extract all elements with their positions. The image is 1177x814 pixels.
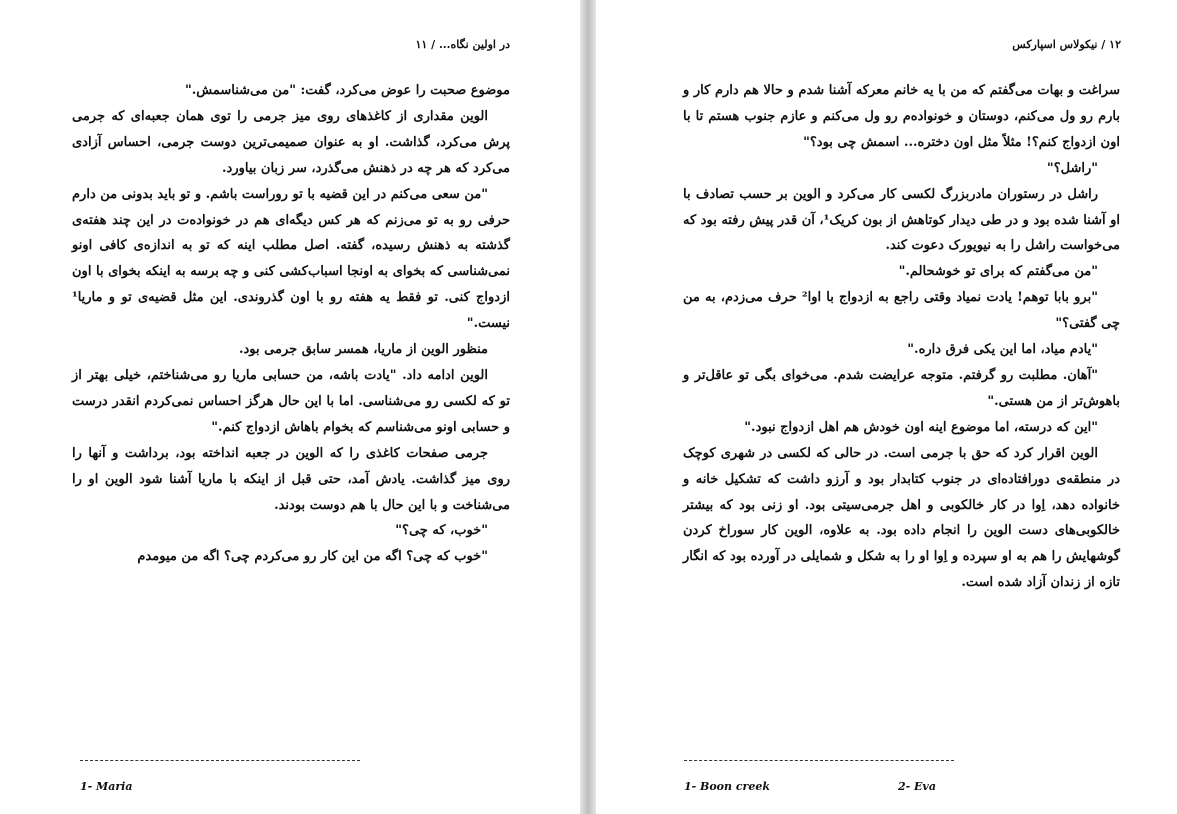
paragraph: سراغت و بهات می‌گفتم که من با یه خانم معرکه آشنا شدم و حالا هم دارم کار و بارم رو ول می‌کنم، دوستان و خونواده‌م رو ول می‌کنم و عازم جنوب هستم تا با اون ازدواج کنم؟! مثلاً مثل اون دختره... اسمش چی بود؟" xyxy=(683,83,1120,150)
paragraph: "این که درسته، اما موضوع اینه اون خودش هم اهل ازدواج نبود." xyxy=(744,419,1098,435)
footnote-separator xyxy=(684,760,954,761)
paragraph: "یادم میاد، اما این یکی فرق داره." xyxy=(907,342,1098,358)
paragraph: "برو بابا توهم! یادت نمیاد وقتی راجع به ازدواج با اوا² حرف می‌زدم، به من چی گفتی؟" xyxy=(683,290,1120,332)
footnote: 1- Boon creek xyxy=(684,780,770,793)
paragraph: "خوب که چی؟ اگه من این کار رو می‌کردم چی؟ اگه من میومدم xyxy=(137,549,488,565)
paragraph: "من می‌گفتم که برای تو خوشحالم." xyxy=(898,264,1098,280)
left-page xyxy=(0,0,580,814)
page-body-text xyxy=(683,78,1120,596)
running-header: در اولین نگاه... / ۱۱ xyxy=(415,38,510,51)
paragraph: "راشل؟" xyxy=(1046,160,1098,176)
footnote: 1- Maria xyxy=(80,780,133,793)
book-gutter xyxy=(580,0,596,814)
paragraph: منظور الوین از ماریا، همسر سابق جرمی بود. xyxy=(238,342,488,358)
paragraph: "من سعی می‌کنم در این قضیه با تو روراست باشم. و تو باید بدونی من دارم حرفی رو به تو می‌زنم که هر کس دیگه‌ای هم در خونواده‌ت در این چند هفته‌ی گذشته به ذهنش رسیده، گفته. اصل مطلب اینه که تو به اندازه‌ی کافی اونو نمی‌شناسی که بخوای به اونجا اسباب‌کشی کنی و چه برسه به اینکه بخوای با اون ازدواج کنی. تو فقط یه هفته رو با اون گذروندی. این مثل قضیه‌ی تو و ماریا¹ نیست." xyxy=(72,186,511,332)
footnote-separator xyxy=(80,760,360,761)
paragraph: راشل در رستوران مادربزرگ لکسی کار می‌کرد و الوین بر حسب تصادف با او آشنا شده بود و در طی دیدار کوتاهش از بون کریک¹، آن قدر پیش رفته بود که می‌خواست راشل را به نیویورک دعوت کند. xyxy=(683,186,1120,254)
page-body-text xyxy=(72,78,510,570)
paragraph: الوین مقداری از کاغذهای روی میز جرمی را توی همان جعبه‌ای که جرمی پرش می‌کرد، گذاشت. او به عنوان صمیمی‌ترین دوست جرمی، احساس آزادی می‌کرد که هر چه در ذهنش می‌گذرد، سر زبان بیاورد. xyxy=(72,108,510,176)
paragraph: الوین اقرار کرد که حق با جرمی است. در حالی که لکسی در شهری کوچک در منطقه‌ی دورافتاده‌ای در جنوب کتابدار بود و آرزو داشت که تشکیل خانه و خانواده دهد، اِوا در کار خالکوبی و اهل جرمی‌سیتی بود. او زنی بود که بیشتر خالکوبی‌های دست الوین را انجام داده بود. به علاوه، الوین کار سوراخ کردن گوشهایش را هم به او سپرده و اِوا او را به شکل و شمایلی در آورده بود که انگار تازه از زندان آزاد شده است. xyxy=(683,445,1120,591)
right-page xyxy=(596,0,1177,814)
footnote: 2- Eva xyxy=(898,780,936,793)
paragraph: "آهان. مطلبت رو گرفتم. متوجه عرایضت شدم. می‌خوای بگی تو عاقل‌تر و باهوش‌تر از من هستی." xyxy=(683,367,1120,409)
paragraph: جرمی صفحات کاغذی را که الوین در جعبه انداخته بود، برداشت و آنها را روی میز گذاشت. یادش آمد، حتی قبل از اینکه با ماریا آشنا شود الوین او را می‌شناخت و با این حال با هم دوست بودند. xyxy=(72,445,510,513)
running-header: ۱۲ / نیکولاس اسپارکس xyxy=(1012,38,1121,51)
paragraph: "خوب، که چی؟" xyxy=(395,523,488,539)
paragraph: موضوع صحبت را عوض می‌کرد، گفت: "من می‌شناسمش." xyxy=(184,83,510,98)
paragraph: الوین ادامه داد. "یادت باشه، من حسابی ماریا رو می‌شناختم، خیلی بهتر از تو که لکسی رو می‌شناسی. اما با این حال هرگز احساس نمی‌کردم انقدر درست و حسابی اونو می‌شناسم که بخوام باهاش ازدواج کنم." xyxy=(72,367,510,435)
